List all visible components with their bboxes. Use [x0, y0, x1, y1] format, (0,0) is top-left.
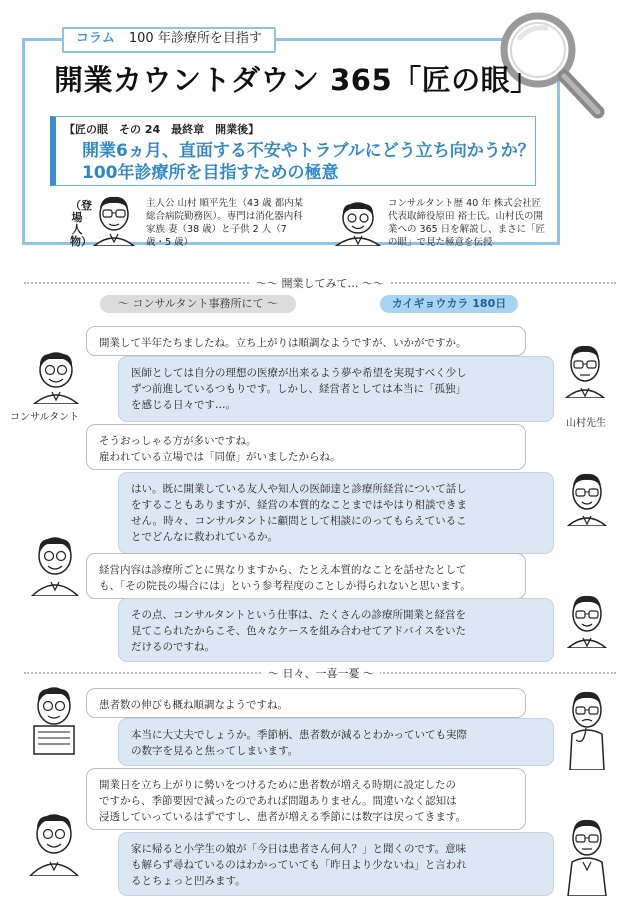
dialogue-consultant-1: 開業して半年たちましたね。立ち上がりは順調なようですが、いかがですか。	[86, 326, 526, 356]
doctor-label: 山村先生	[566, 418, 606, 429]
column-tab	[62, 27, 276, 53]
dialogue-consultant-5: 患者数の伸びも概ね順調なようですね。	[86, 688, 526, 718]
dialogue-doctor-3: 本当に大丈夫でしょうか。季節柄、患者数が減るとわかっていても実際 の数字を見ると焦ってしまいます。	[118, 718, 554, 766]
dialogue-doctor-4: 家に帰ると小学生の娘が「今日は患者さん何人？」と聞くのです。意味 も解らず尋ねているのはわかっていても「昨日より少ないね」と言われ るとちょっと凹みます。	[118, 832, 554, 896]
section-title-opening: 〜〜 開業してみて… 〜〜	[250, 275, 390, 291]
section-title-daily: 〜 日々、一喜一憂 〜	[262, 665, 380, 681]
doctor-portrait-icon	[88, 192, 140, 246]
dialogue-consultant-4: その点、コンサルタントという仕事は、たくさんの診療所開業と経営を 見てこられたからこそ、色々なケースを組み合わせてアドバイスをいた だけるのですね。	[118, 598, 554, 662]
doctor-figure-icon	[562, 468, 612, 526]
consultant-description: コンサルタント歴 40 年 株式会社匠代表取締役原田 裕士氏。山村氏の開業への 365 日を解説し、まさに「匠の眼」で見た極意を伝授	[388, 198, 546, 248]
countdown-pill: カイギョウカラ 180日	[380, 295, 518, 313]
series-info: 【匠の眼 その 24 最終章 開業後】	[64, 123, 260, 136]
consultant-figure-icon	[28, 530, 82, 596]
consultant-figure-icon	[26, 806, 82, 876]
doctor-description: 主人公 山村 順平先生（43 歳 都内某総合病院勤務医）。専門は消化器内科 家族 妻（38 歳）と子供 2 人（7 歳・5 歳）	[146, 198, 304, 248]
doctor-figure-icon	[560, 340, 610, 398]
subtitle-line-1: 開業6ヵ月、直面する不安やトラブルにどう立ち向かうか？	[82, 141, 535, 161]
consultant-label: コンサルタント	[10, 412, 80, 423]
doctor-figure-icon	[562, 590, 612, 648]
dialogue-consultant-6: 開業日を立ち上がりに勢いをつけるために患者数が増える時期に設定したの ですから、季節要因で減ったのであれば問題ありません。間違いなく認知は 浸透していっているはずですし、患者が増える季節には数字は戻ってきます。	[86, 768, 526, 830]
characters-label: （登場人物）	[70, 199, 92, 248]
dialogue-consultant-3: 経営内容は診療所ごとに異なりますから、たとえ本質的なことを話せたとして も、「その院長の場合には」という参考程度のことしか得られないと思います。	[86, 553, 526, 599]
main-title: 開業カウントダウン 365「匠の眼」	[54, 63, 540, 97]
doctor-worried-icon	[562, 688, 612, 770]
column-tag: コラム	[76, 31, 115, 46]
consultant-figure-icon	[30, 346, 82, 404]
location-pill: 〜 コンサルタント事務所にて 〜	[100, 295, 296, 313]
subtitle-line-2: 100年診療所を目指すための極意	[82, 163, 339, 183]
dialogue-consultant-2: そうおっしゃる方が多いですね。 雇われている立場では「同僚」がいましたからね。	[86, 424, 526, 470]
subtitle-box	[50, 116, 536, 186]
consultant-portrait-icon	[332, 198, 384, 246]
dialogue-doctor-2: はい。既に開業している友人や知人の医師達と診療所経営について話し をすることもありますが、経営の本質的なことまではやはり相談できま せん。時々、コンサルタントに顧問として相談にのってもらえているこ とでどんなに救われているか。	[118, 472, 554, 554]
consultant-with-chart-icon	[26, 682, 82, 756]
column-series: 100 年診療所を目指す	[128, 31, 262, 46]
doctor-figure-icon	[562, 816, 612, 896]
dialogue-doctor-1: 医師としては自分の理想の医療が出来るよう夢や希望を実現すべく少し ずつ前進しているつもりです。しかし、経営者としては本当に「孤独」 を感じる日々です…。	[118, 356, 554, 422]
